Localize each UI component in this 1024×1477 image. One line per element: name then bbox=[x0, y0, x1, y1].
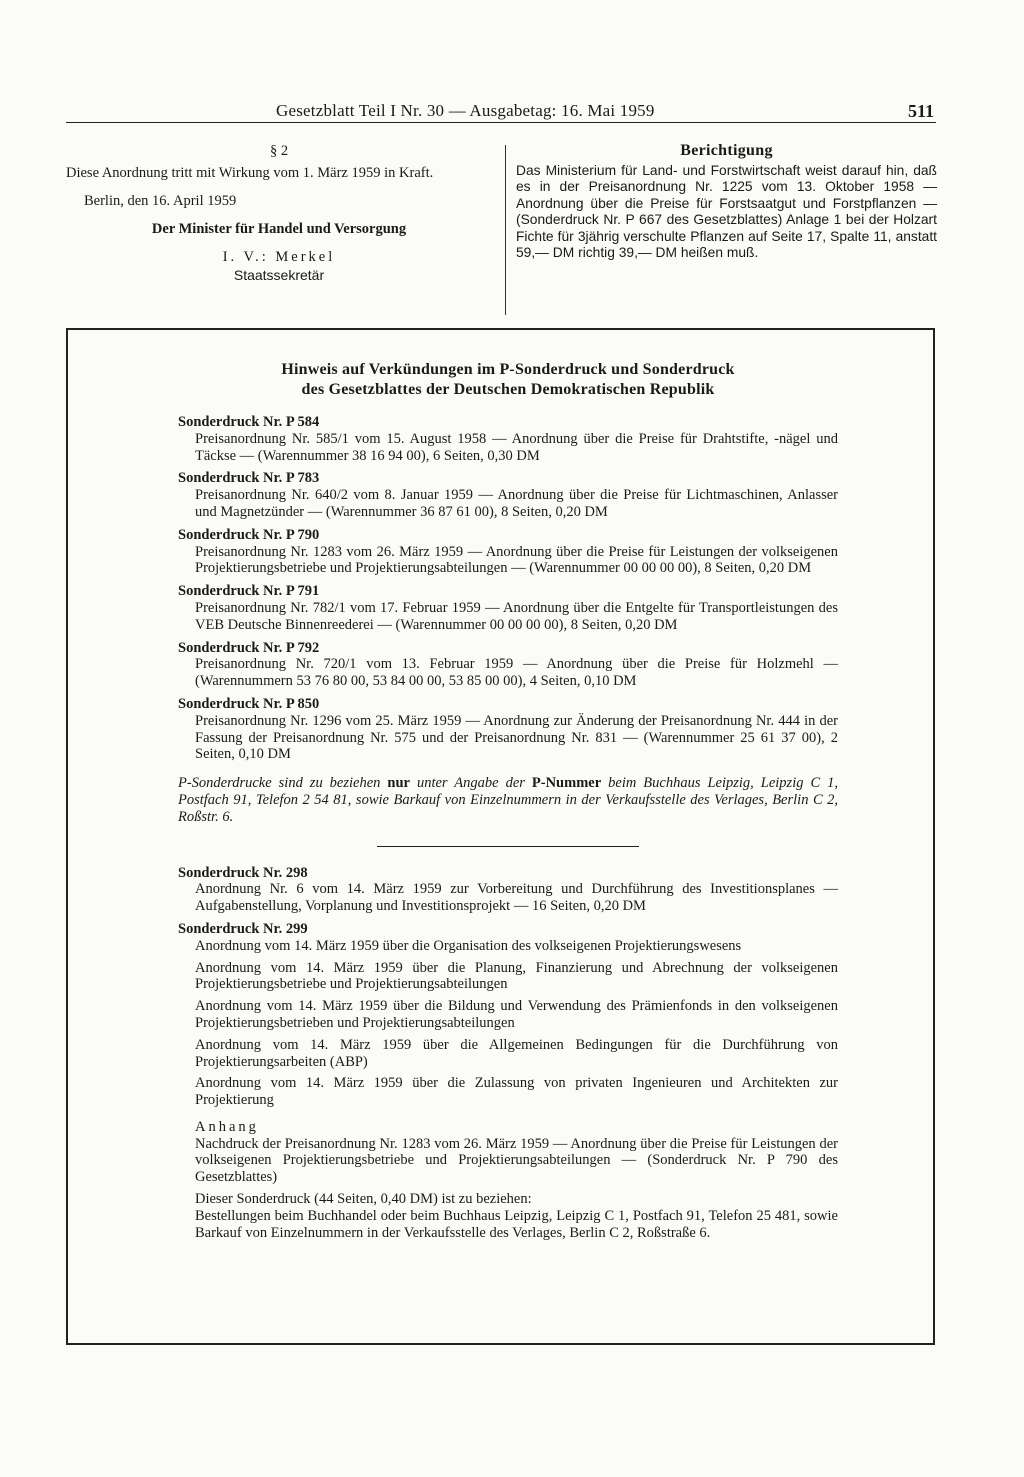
entry-p791 bbox=[178, 583, 838, 633]
entry-body: Preisanordnung Nr. 1296 vom 25. März 1959 — Anordnung zur Änderung der Preisanordnung Nr. 444 in der Fassung der Preisanordnung Nr. 575 und der Preisanordnung Nr. 831 — (Warennummer 25 61 37 00), 2 Seiten, 0,10 DM bbox=[195, 712, 838, 763]
right-column bbox=[516, 142, 937, 261]
place-date: Berlin, den 16. April 1959 bbox=[84, 193, 237, 209]
header-title: Gesetzblatt Teil I Nr. 30 — Ausgabetag: 16. Mai 1959 bbox=[276, 101, 655, 120]
signature: I. V.: Merkel bbox=[222, 249, 336, 265]
entry-head: Sonderdruck Nr. P 790 bbox=[178, 526, 320, 543]
entry-body: Preisanordnung Nr. 782/1 vom 17. Februar 1959 — Anordnung über die Entgelte für Transportleistungen des VEB Deutsche Binnenreederei — (Warennummer 00 00 00 00), 8 Seiten, 0,20 DM bbox=[195, 599, 838, 633]
notice-box-content bbox=[178, 360, 838, 1247]
entry-p783 bbox=[178, 470, 838, 520]
entry-p850 bbox=[178, 696, 838, 763]
section-number: § 2 bbox=[269, 143, 289, 159]
entry-head: Sonderdruck Nr. P 791 bbox=[178, 583, 320, 600]
left-column bbox=[66, 142, 492, 284]
entry-head: Sonderdruck Nr. P 850 bbox=[178, 695, 320, 712]
entry-head: Sonderdruck Nr. P 783 bbox=[178, 470, 320, 487]
box-title-line-2: des Gesetzblattes der Deutschen Demokratischen Republik bbox=[301, 381, 715, 398]
entry-body: Preisanordnung Nr. 585/1 vom 15. August 1958 — Anordnung über die Preise für Drahtstifte, -nägel und Täckse — (Warennummer 38 16 94 00), 6 Seiten, 0,30 DM bbox=[195, 430, 838, 464]
entry-body: Preisanordnung Nr. 720/1 vom 13. Februar 1959 — Anordnung über die Preise für Holzmehl — (Warennummern 53 76 80 00, 53 84 00 00, 53 85 00 00), 4 Seiten, 0,10 DM bbox=[195, 656, 838, 690]
entry-p584 bbox=[178, 414, 838, 464]
section-text: Diese Anordnung tritt mit Wirkung vom 1. März 1959 in Kraft. bbox=[66, 165, 434, 181]
notice-nur: nur bbox=[387, 775, 410, 792]
entry-head: Sonderdruck Nr. 298 bbox=[178, 864, 308, 881]
entry-299 bbox=[178, 921, 838, 1242]
entry-299-item: Anordnung vom 14. März 1959 über die Zulassung von privaten Ingenieuren und Architekten zur Projektierung bbox=[195, 1075, 838, 1109]
entry-299-item: Anordnung vom 14. März 1959 über die Bildung und Verwendung des Prämienfonds in den volkseigenen Projektierungsbetrieben und Projektierungsabteilungen bbox=[195, 998, 838, 1031]
entry-299-item: Anordnung vom 14. März 1959 über die Organisation des volkseigenen Projektierungswesens bbox=[195, 937, 742, 954]
entry-head: Sonderdruck Nr. P 584 bbox=[178, 414, 320, 430]
entry-body: Preisanordnung Nr. 640/2 vom 8. Januar 1959 — Anordnung über die Preise für Lichtmaschinen, Anlasser und Magnetzünder — (Warennummer 36 87 61 00), 8 Seiten, 0,20 DM bbox=[195, 487, 838, 520]
entry-body: Preisanordnung Nr. 1283 vom 26. März 1959 — Anordnung über die Preise für Leistungen der volkseigenen Projektierungsbetriebe und Projektierungsabteilungen — (Warennummer 00 00 00 00), 8 Seiten, 0,20 DM bbox=[195, 543, 838, 577]
entry-body: Anordnung Nr. 6 vom 14. März 1959 zur Vorbereitung und Durchführung des Investitionsplanes — Aufgabenstellung, Vorplanung und Investitionsprojekt — 16 Seiten, 0,20 DM bbox=[195, 881, 838, 915]
entry-head: Sonderdruck Nr. 299 bbox=[178, 920, 308, 937]
box-title bbox=[178, 360, 838, 400]
notice-part-1: P-Sonderdrucke sind zu beziehen bbox=[178, 775, 381, 792]
entry-298 bbox=[178, 865, 838, 915]
page-number: 511 bbox=[907, 101, 934, 121]
separator-line bbox=[377, 846, 639, 847]
entry-299-item: Anordnung vom 14. März 1959 über die Planung, Finanzierung und Abrechnung der volkseigenen Projektierungsbetriebe und Projektierungsabteilungen bbox=[195, 959, 838, 993]
signature-title: Staatssekretär bbox=[233, 267, 325, 283]
notice-box bbox=[66, 328, 935, 1345]
correction-heading: Berichtigung bbox=[680, 142, 773, 159]
entry-299-item: Anordnung vom 14. März 1959 über die Allgemeinen Bedingungen für die Durchführung von Projektierungsarbeiten (ABP) bbox=[195, 1036, 838, 1070]
entry-p790 bbox=[178, 527, 838, 577]
column-divider bbox=[505, 145, 506, 315]
entry-p792 bbox=[178, 640, 838, 690]
order-line: Dieser Sonderdruck (44 Seiten, 0,40 DM) ist zu beziehen: bbox=[195, 1191, 532, 1208]
notice-pnummer: P-Nummer bbox=[531, 775, 602, 792]
anhang-text: Nachdruck der Preisanordnung Nr. 1283 vom 26. März 1959 — Anordnung über die Preise für Leistungen der volkseigenen Projektierungsbetriebe und Projektierungsabteilungen — (Sonderdruck Nr. P 790 des Gesetzblattes) bbox=[195, 1135, 838, 1186]
signatory: Der Minister für Handel und Versorgung bbox=[151, 221, 407, 237]
notice-part-2: unter Angabe der bbox=[416, 775, 525, 792]
notice-part-3: beim Buchhaus Leipzig, Leipzig C 1, Postfach 91, Telefon 2 54 81, sowie Barkauf von Einzelnummern in der Verkaufsstelle des Verlages, Berlin C 2, Roßstr. 6. bbox=[178, 775, 838, 825]
correction-text: Das Ministerium für Land- und Forstwirtschaft weist darauf hin, daß es in der Preisanordnung Nr. 1225 vom 13. Oktober 1958 — Anordnung über die Preise für Forstsaatgut und Forstpflanzen — (Sonderdruck Nr. P 667 des Gesetzblattes) Anlage 1 bei der Holzart Fichte für 3jährig verschulte Pflanzen auf Seite 17, Spalte 11, anstatt 59,— DM richtig 39,— DM heißen muß. bbox=[516, 163, 937, 261]
entry-head: Sonderdruck Nr. P 792 bbox=[178, 639, 320, 656]
page-header bbox=[66, 96, 936, 123]
ordering-notice bbox=[178, 775, 838, 825]
anhang-label: Anhang bbox=[195, 1118, 259, 1135]
box-title-line-1: Hinweis auf Verkündungen im P-Sonderdruck und Sonderdruck bbox=[281, 361, 735, 378]
order-text: Bestellungen beim Buchhandel oder beim Buchhaus Leipzig, Leipzig C 1, Postfach 91, Telefon 25 481, sowie Barkauf von Einzelnummern in der Verkaufsstelle des Verlages, Berlin C 2, Roßstraße 6. bbox=[195, 1207, 838, 1241]
